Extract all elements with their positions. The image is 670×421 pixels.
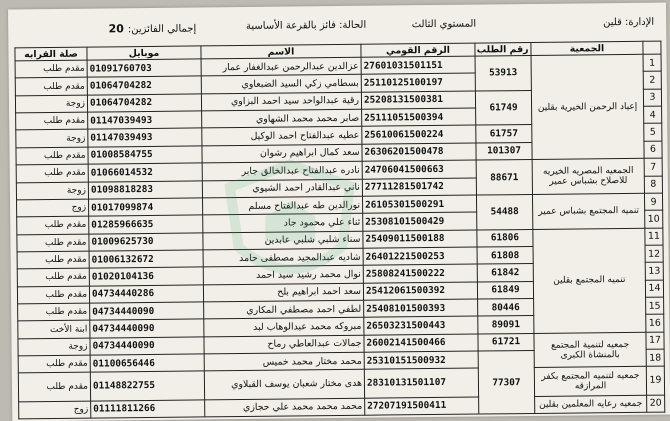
- national-id: 25610061500224: [362, 125, 476, 144]
- row-number: 15: [646, 297, 664, 315]
- mobile-number: 01009625730: [89, 233, 203, 252]
- national-id: 25808241500222: [363, 264, 477, 283]
- national-id: 27711281501742: [362, 178, 476, 197]
- application-number: 80446: [478, 298, 534, 316]
- person-name: جمالات عبدالعاطي رماح: [204, 335, 364, 354]
- person-name: محمد مختار محمد خميس: [204, 352, 364, 371]
- status-label: الحالة: فائز بالقرعة الأساسية: [245, 19, 367, 32]
- mobile-number: 01098818283: [88, 180, 202, 199]
- row-number: 3: [643, 89, 661, 107]
- row-number: 11: [645, 228, 663, 246]
- national-id: 25310151500932: [364, 351, 478, 370]
- row-number: 5: [644, 124, 662, 142]
- application-number: 89091: [478, 316, 534, 334]
- total-winners: [108, 21, 196, 35]
- mobile-number: 01148822755: [90, 371, 204, 400]
- person-name: مبروكه محمد عبدالوهاب لبد: [204, 318, 364, 337]
- relation: مقدم طلب: [17, 216, 89, 234]
- relation: مقدم طلب: [18, 355, 90, 373]
- relation: مقدم طلب: [16, 147, 88, 165]
- person-name: لطفي احمد مصطفي المكاري: [204, 300, 364, 319]
- relation: زوجة: [18, 338, 90, 356]
- mobile-number: 01008584755: [88, 146, 202, 165]
- relation: مقدم طلب: [17, 286, 89, 304]
- national-id: 27601031501151: [361, 56, 475, 75]
- person-name: ثناء علي محمود جاد: [203, 213, 363, 232]
- person-name: سناء شلبي شلبي عابدين: [203, 231, 363, 250]
- relation: مقدم طلب: [16, 112, 88, 130]
- national-id: 26306201500478: [362, 143, 476, 162]
- row-number: 13: [645, 262, 663, 280]
- person-name: هدى مختار شعبان يوسف القبلاوي: [204, 370, 364, 400]
- national-id: 26401221500253: [363, 247, 477, 266]
- association-cell: جمعيه رعايه المعلمين بقلين: [535, 395, 647, 414]
- row-number: 4: [644, 106, 662, 124]
- application-number: 77307: [478, 351, 535, 414]
- application-number: 61842: [477, 264, 533, 282]
- person-name: بسطامي زكي السيد الضبعاوي: [201, 75, 361, 94]
- national-id: 25408101500393: [364, 299, 478, 318]
- row-number: 14: [645, 280, 663, 298]
- national-id: 24706041500663: [362, 160, 476, 179]
- national-id: 25412061500392: [363, 282, 477, 301]
- mobile-number: 01020104136: [89, 267, 203, 286]
- application-number: 101307: [476, 142, 532, 160]
- application-number: 54488: [476, 194, 532, 229]
- national-id: 26503231500443: [364, 316, 478, 335]
- national-id: 26002141500466: [364, 334, 478, 353]
- person-name: نادره عبدالفتاح عبدالخالق جابر: [202, 161, 362, 180]
- person-name: ناني عبدالقادر احمد الشيوي: [202, 179, 362, 198]
- row-number: 1: [643, 54, 661, 72]
- relation: مقدم طلب: [17, 268, 89, 286]
- table-body: [15, 54, 665, 419]
- relation: مقدم طلب: [18, 373, 90, 402]
- relation: زوجة: [15, 95, 87, 113]
- association-cell: جمعيه لتنمية المجتمع بالمنشاة الكبرى: [534, 332, 646, 368]
- person-name: صابر محمد محمد الشهاوي: [202, 109, 362, 128]
- person-name: شاديه عبدالمجيد مصطفى حامد: [203, 248, 363, 267]
- relation: مقدم طلب: [17, 234, 89, 252]
- person-name: نوال محمد رشيد سيد احمد: [203, 266, 363, 285]
- application-number: 61749: [475, 90, 531, 125]
- application-number: 61808: [477, 246, 533, 264]
- relation: زوج: [19, 401, 91, 419]
- application-number: 61721: [478, 333, 534, 351]
- row-number: 18: [646, 349, 664, 367]
- relation: زوجة: [16, 130, 88, 148]
- row-number: 12: [645, 245, 663, 263]
- person-name: عزالدين عبدالرحمن عبدالغفار عمار: [201, 57, 361, 76]
- mobile-number: 01006132672: [89, 250, 203, 269]
- mobile-number: 01285966635: [89, 215, 203, 234]
- row-number: 19: [646, 367, 664, 395]
- mobile-number: 01091760703: [87, 59, 201, 78]
- national-id: 26105301500291: [362, 195, 476, 214]
- relation: مقدم طلب: [17, 251, 89, 269]
- document-page: [8, 3, 670, 421]
- mobile-number: 01064704282: [87, 76, 201, 95]
- mobile-number: 01064704282: [87, 94, 201, 113]
- relation: مقدم طلب: [15, 77, 87, 95]
- total-value: 20: [108, 22, 124, 36]
- association-cell: الجمعيه المصريه الخيريه للاصلاح بشباس عمير: [532, 158, 644, 194]
- relation: مقدم طلب: [15, 60, 87, 78]
- national-id: 25208131500381: [361, 91, 475, 110]
- col-header-national-id: الرقم القومي: [361, 43, 475, 57]
- col-header-association: الجمعية: [531, 41, 643, 55]
- national-id: 25409011500188: [363, 230, 477, 249]
- mobile-number: 04734440090: [90, 337, 204, 356]
- person-name: عطيه عبدالفتاح احمد الوكيل: [202, 127, 362, 146]
- mobile-number: 01100656446: [90, 354, 204, 373]
- application-number: 88671: [476, 160, 532, 195]
- total-label: إجمالي الفائزين:: [127, 23, 197, 36]
- mobile-number: 01147039493: [88, 128, 202, 147]
- col-header-application: رقم الطلب: [475, 42, 531, 56]
- association-cell: تنميه المجتمع بقلين: [533, 228, 646, 333]
- relation: مقدم طلب: [18, 303, 90, 321]
- row-number: 7: [644, 158, 662, 176]
- person-name: رقية عبدالواحد سيد احمد البزاوي: [201, 92, 361, 111]
- application-number: 61806: [477, 229, 533, 247]
- relation: مقدم طلب: [16, 164, 88, 182]
- association-cell: إعياد الرحمن الخيرية بقلين: [531, 54, 644, 159]
- association-cell: تنميه المجتمع بشباس عمير: [532, 193, 644, 229]
- row-number: 20: [647, 395, 665, 413]
- col-header-mobile: موبايل: [87, 46, 201, 60]
- row-number: 8: [644, 176, 662, 194]
- row-number: 17: [646, 332, 664, 350]
- col-header-number: [643, 41, 661, 54]
- application-number: 61849: [477, 281, 533, 299]
- mobile-number: 04734440090: [90, 302, 204, 321]
- col-header-name: الاسم: [201, 44, 361, 59]
- person-name: محمد محمد محمد علي حجازي: [205, 398, 365, 417]
- mobile-number: 04734440286: [89, 285, 203, 304]
- level-label: المستوي الثالث: [411, 18, 477, 31]
- mobile-number: 04734440090: [90, 319, 204, 338]
- mobile-number: 01147039493: [88, 111, 202, 130]
- row-number: 2: [643, 71, 661, 89]
- admin-label: الإدارة: قلين: [603, 16, 655, 29]
- person-name: سعد كمال ابراهيم رشوان: [202, 144, 362, 163]
- winners-table: [14, 41, 665, 420]
- national-id: 28310131501107: [364, 369, 478, 398]
- national-id: 25308101500429: [363, 212, 477, 231]
- national-id: 25111051500394: [362, 108, 476, 127]
- national-id: 25110125100197: [361, 73, 475, 92]
- relation: زوجة: [16, 182, 88, 200]
- row-number: 10: [645, 210, 663, 228]
- mobile-number: 01111811266: [91, 399, 205, 418]
- row-number: 9: [644, 193, 662, 211]
- person-name: سعد احمد ابراهيم بلح: [203, 283, 363, 302]
- row-number: 6: [644, 141, 662, 159]
- relation: زوج: [17, 199, 89, 217]
- national-id: 27207191500411: [365, 397, 479, 416]
- row-number: 16: [646, 314, 664, 332]
- application-number: 61757: [476, 125, 532, 143]
- mobile-number: 01017099874: [89, 198, 203, 217]
- col-header-relation: صلة القرابه: [15, 47, 87, 61]
- relation: ابنة الأخت: [18, 320, 90, 338]
- person-name: نورالدين طه عبدالفتاح مسلم: [203, 196, 363, 215]
- association-cell: جمعيه لتنميه المجتمع بكفر المرازقه: [534, 367, 646, 396]
- mobile-number: 01066014532: [88, 163, 202, 182]
- application-number: 53913: [475, 55, 531, 90]
